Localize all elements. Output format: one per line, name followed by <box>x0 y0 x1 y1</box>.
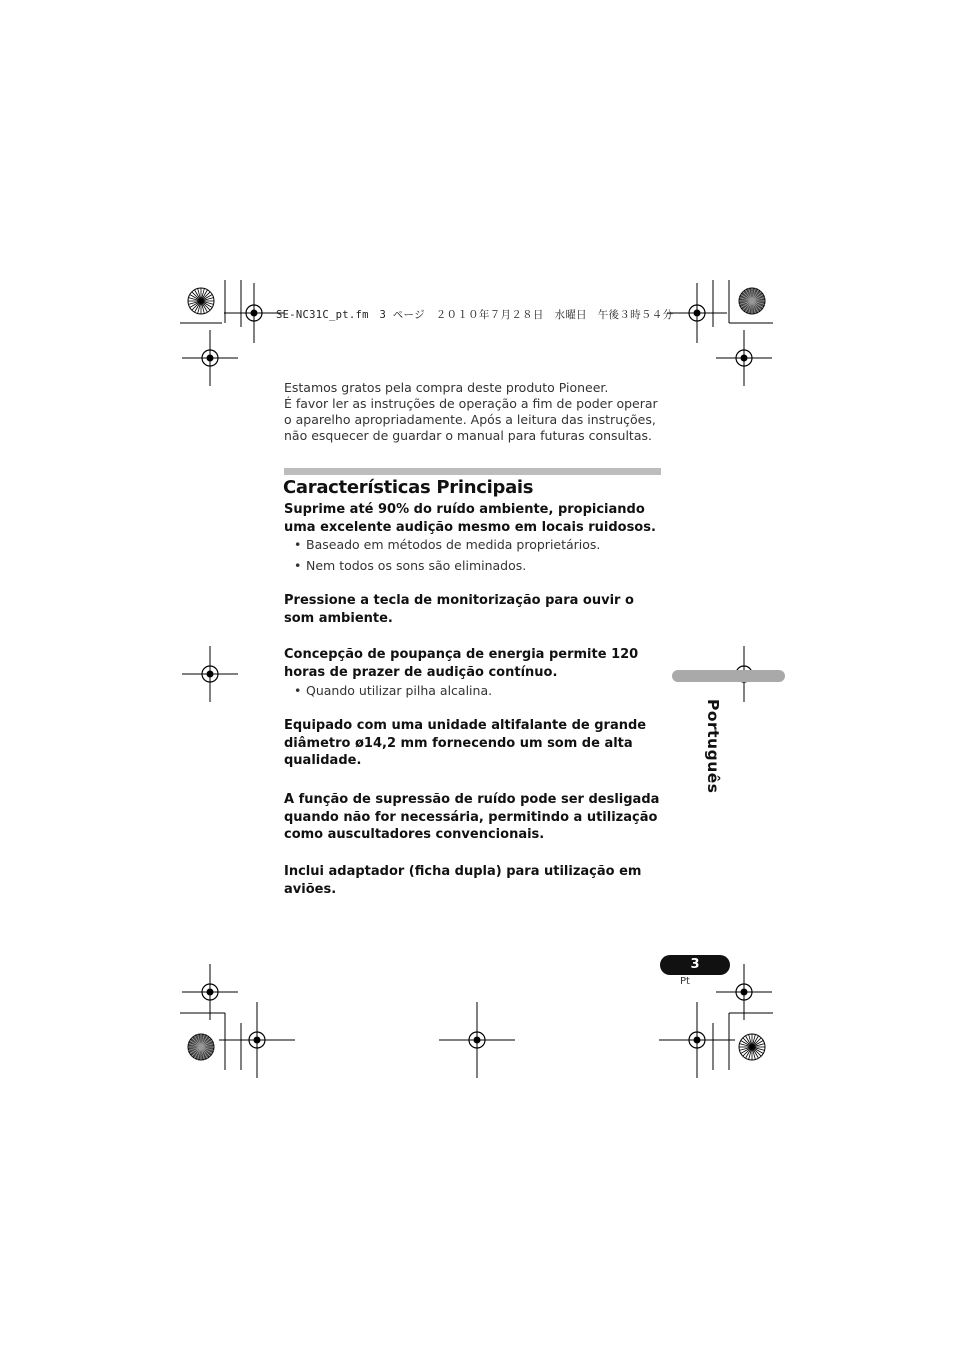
bullet-item: • Nem todos os sons são eliminados. <box>294 558 664 579</box>
feature-heading: Equipado com uma unidade altifalante de grande diâmetro ø14,2 mm fornecendo um som de alta qualidade. <box>284 718 647 768</box>
target-dot <box>694 310 701 317</box>
feature-heading: Inclui adaptador (ficha dupla) para utilização em aviões. <box>284 864 642 897</box>
page-number: 3 <box>660 955 730 975</box>
feature-bullets <box>294 683 664 704</box>
target-dot <box>741 355 748 362</box>
language-label: Português <box>704 699 722 794</box>
feature-bullets <box>294 537 664 579</box>
target-dot <box>251 310 258 317</box>
feature-heading: Pressione a tecla de monitorização para ouvir o som ambiente. <box>284 593 634 626</box>
language-tab <box>672 670 785 682</box>
feature-heading: Concepção de poupança de energia permite 120 horas de prazer de audição contínuo. <box>284 647 639 680</box>
target-dot <box>474 1037 481 1044</box>
bullet-item: • Baseado em métodos de medida proprietários. <box>294 537 664 558</box>
target-dot <box>694 1037 701 1044</box>
section-title: Características Principais <box>283 477 534 498</box>
feature-heading: A função de supressão de ruído pode ser desligada quando não for necessária, permitindo a utilização como auscultadores convencionais. <box>284 792 660 842</box>
target-dot <box>207 355 214 362</box>
target-dot <box>207 671 214 678</box>
bullet-item: • Quando utilizar pilha alcalina. <box>294 683 664 704</box>
section-rule <box>284 468 661 475</box>
print-header: SE-NC31C_pt.fm 3 ページ ２０１０年７月２８日 水曜日 午後３時５４分 <box>276 309 674 321</box>
feature-heading: Suprime até 90% do ruído ambiente, propiciando uma excelente audição mesmo em locais ruidosos. <box>284 502 656 535</box>
target-dot <box>741 989 748 996</box>
page-language-code: Pt <box>680 976 690 987</box>
intro-line-2: É favor ler as instruções de operação a fim de poder operar o aparelho apropriadamente. Após a leitura das instruções, não esquecer de guardar o manual para futuras consultas. <box>284 396 658 443</box>
intro-text <box>284 380 664 444</box>
target-dot <box>254 1037 261 1044</box>
intro-line-1: Estamos gratos pela compra deste produto Pioneer. <box>284 380 609 395</box>
target-dot <box>207 989 214 996</box>
